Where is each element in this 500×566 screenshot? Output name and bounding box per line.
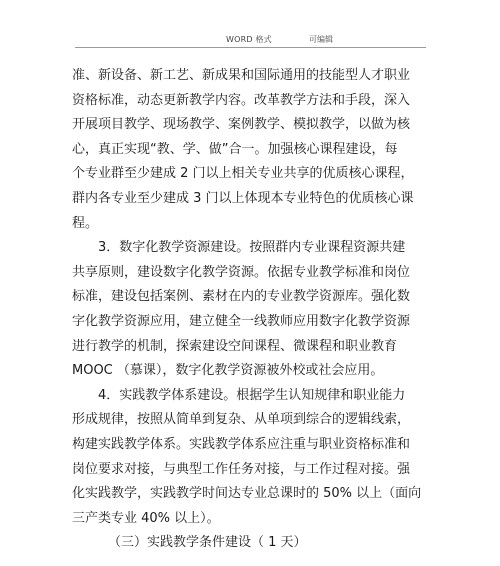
text-line: 形成规律，按照从简单到复杂、从单项到综合的逻辑线索， — [72, 412, 411, 428]
subsection-heading-line: （三）实践教学条件建设（ 1 天） — [108, 535, 307, 551]
text-line: 群内各专业至少建成 3 门以上体现本专业特色的优质核心课 — [72, 190, 414, 206]
text-line: 标准，建设包括案例、素材在内的专业教学资源库。强化数 — [72, 289, 411, 305]
text-line: 化实践教学，实践教学时间达专业总课时的 50% 以上（面向 — [72, 486, 422, 502]
text-line: 个专业群至少建成 2 门以上相关专业共享的优质核心课程， — [72, 166, 414, 182]
text-line: 资格标准，动态更新教学内容。改革教学方法和手段，深入 — [72, 92, 411, 108]
text-line: 共享原则，建设数字化教学资源。依据专业教学标准和岗位 — [72, 264, 411, 280]
text-line: 准、新设备、新工艺、新成果和国际通用的技能型人才职业 — [72, 68, 411, 83]
text-line: 三产类专业 40% 以上）。 — [72, 510, 220, 526]
text-line: 字化教学资源应用，建立健全一线教师应用数字化教学资源 — [72, 313, 411, 329]
document-body — [72, 64, 422, 556]
header-format-label: WORD 格式 — [226, 35, 272, 44]
text-line: 开展项目教学、现场教学、案例教学、模拟教学，以做为核 — [72, 117, 411, 133]
text-line: 心，真正实现“教、学、做”合一。加强核心课程建设，每 — [72, 141, 398, 157]
header-edit-label: 可编辑 — [309, 35, 333, 44]
text-line: 进行教学的机制，探索建设空间课程、微课程和职业教育 — [72, 338, 398, 354]
section-heading-line: 4．实践教学体系建设。根据学生认知规律和职业能力 — [98, 387, 406, 403]
text-line: MOOC （慕课），数字化教学资源被外校或社会应用。 — [72, 363, 384, 379]
section-heading-line: 3．数字化教学资源建设。按照群内专业课程资源共建 — [98, 240, 406, 256]
text-line: 构建实践教学体系。实践教学体系应注重与职业资格标准和 — [72, 436, 411, 452]
text-line: 程。 — [72, 215, 99, 231]
text-line: 岗位要求对接，与典型工作任务对接，与工作过程对接。强 — [72, 461, 411, 477]
page-header — [0, 34, 500, 48]
header-divider — [75, 47, 426, 48]
